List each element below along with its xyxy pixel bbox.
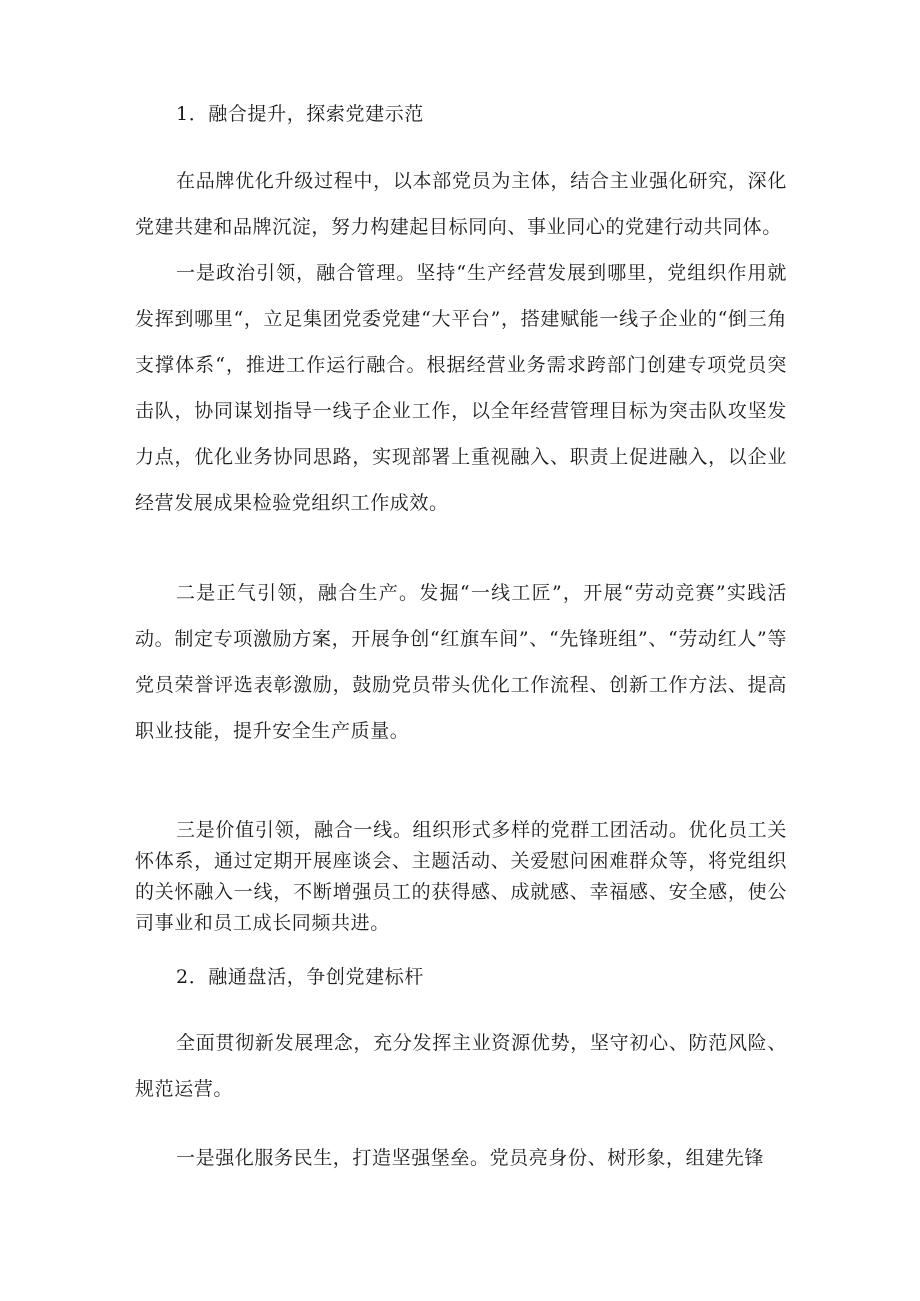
- item-paragraph-service: 一是强化服务民生，打造坚强堡垒。党员亮身份、树形象，组建先锋: [176, 1147, 765, 1169]
- section-heading-1: 1．融合提升，探索党建示范: [176, 103, 424, 125]
- item-paragraph-ethos: 二是正气引领，融合生产。发掘“一线工匠”，开展“劳动竞赛”实践活动。制定专项激励方案，开展争创“红旗车间”、“先锋班组”、“劳动红人”等党员荣誉评选表彰激励，鼓励党员带头优化工作流程、创新工作方法、提高职业技能，提升安全生产质量。: [135, 582, 787, 742]
- section-heading-2: 2．融通盘活，争创党建标杆: [176, 966, 424, 988]
- intro-paragraph-1: 在品牌优化升级过程中，以本部党员为主体，结合主业强化研究，深化党建共建和品牌沉淀，努力构建起目标同向、事业同心的党建行动共同体。: [135, 170, 787, 238]
- item-paragraph-values: 三是价值引领，融合一线。组织形式多样的党群工团活动。优化员工关怀体系，通过定期开展座谈会、主题活动、关爱慰问困难群众等，将党组织的关怀融入一线，不断增强员工的获得感、成就感、幸福感、安全感，使公司事业和员工成长同频共进。: [135, 819, 787, 934]
- intro-paragraph-2: 全面贯彻新发展理念，充分发挥主业资源优势，坚守初心、防范风险、规范运营。: [135, 1032, 787, 1100]
- item-paragraph-politics: 一是政治引领，融合管理。坚持“生产经营发展到哪里，党组织作用就发挥到哪里“，立足集团党委党建“大平台”，搭建赋能一线子企业的“倒三角支撑体系“，推进工作运行融合。根据经营业务需求跨部门创建专项党员突击队，协同谋划指导一线子企业工作，以全年经营管理目标为突击队攻坚发力点，优化业务协同思路，实现部署上重视融入、职责上促进融入，以企业经营发展成果检验党组织工作成效。: [135, 262, 787, 514]
